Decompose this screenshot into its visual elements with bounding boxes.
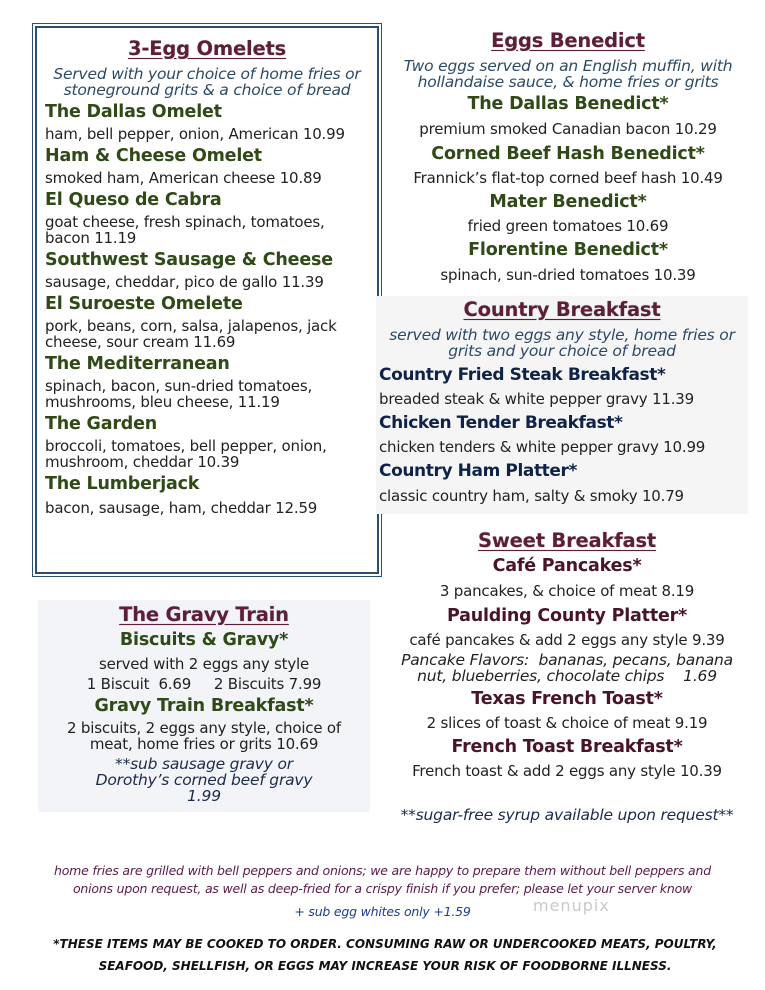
- syrup-note: **sugar-free syrup available upon request**: [400, 806, 734, 824]
- menu-item-name: The Mediterranean: [45, 354, 230, 374]
- menu-item-name: Café Pancakes*: [492, 556, 642, 576]
- gravy-train-section: [38, 600, 370, 812]
- benedict-title: Eggs Benedict: [491, 29, 645, 52]
- menu-item-desc: smoked ham, American cheese 10.89: [45, 169, 322, 187]
- menu-item-desc: chicken tenders & white pepper gravy 10.99: [379, 438, 706, 456]
- menu-item-name: Texas French Toast*: [471, 689, 663, 709]
- menu-item-desc: premium smoked Canadian bacon 10.29: [419, 120, 717, 138]
- country-subtitle: served with two eggs any style, home fries or grits and your choice of bread: [389, 326, 735, 360]
- menu-item-name: Gravy Train Breakfast*: [94, 696, 314, 716]
- menu-item-name: Country Ham Platter*: [379, 461, 578, 481]
- gravy-note: **sub sausage gravy or Dorothy’s corned beef gravy 1.99: [95, 755, 313, 805]
- menu-item-name: Mater Benedict*: [489, 192, 647, 212]
- menu-item-name: El Queso de Cabra: [45, 190, 222, 210]
- menu-item-desc: classic country ham, salty & smoky 10.79: [379, 487, 684, 505]
- gravy-title: The Gravy Train: [119, 603, 289, 626]
- menu-item-desc: French toast & add 2 eggs any style 10.39: [412, 762, 722, 780]
- benedict-subtitle: Two eggs served on an English muffin, with hollandaise sauce, & home fries or grits: [403, 57, 733, 91]
- menu-item-desc: 2 slices of toast & choice of meat 9.19: [426, 714, 708, 732]
- menu-item-name: The Dallas Benedict*: [467, 94, 669, 114]
- home-fries-note: home fries are grilled with bell peppers and onions; we are happy to prepare them without bell peppers and onions upon request, as well as deep-fried for a crispy finish if you prefer; please let your server know: [54, 863, 711, 896]
- menu-item-name: French Toast Breakfast*: [451, 737, 683, 757]
- menu-item-name: Corned Beef Hash Benedict*: [431, 144, 705, 164]
- omelets-title: 3-Egg Omelets: [127, 37, 287, 60]
- menu-item-name: The Lumberjack: [45, 474, 200, 494]
- sweet-title: Sweet Breakfast: [477, 529, 657, 552]
- menu-item-desc: served with 2 eggs any style: [98, 655, 310, 673]
- menu-item-name: Florentine Benedict*: [468, 240, 668, 260]
- menu-item-name: Biscuits & Gravy*: [119, 630, 289, 650]
- menu-item-name: Southwest Sausage & Cheese: [45, 250, 333, 270]
- menu-item-desc: breaded steak & white pepper gravy 11.39: [379, 390, 694, 408]
- menu-item-name: The Garden: [45, 414, 158, 434]
- menu-item-name: Country Fried Steak Breakfast*: [379, 365, 666, 385]
- egg-whites-note: + sub egg whites only +1.59: [294, 904, 471, 919]
- menu-item-name: Chicken Tender Breakfast*: [379, 413, 623, 433]
- food-safety-disclaimer: *THESE ITEMS MAY BE COOKED TO ORDER. CONSUMING RAW OR UNDERCOOKED MEATS, POULTRY, SEAFOOD, SHELLFISH, OR EGGS MAY INCREASE YOUR RISK OF FOODBORNE ILLNESS.: [53, 937, 717, 973]
- menu-item-desc: Frannick’s flat-top corned beef hash 10.49: [413, 169, 723, 187]
- menu-item-desc: broccoli, tomatoes, bell pepper, onion, mushroom, cheddar 10.39: [45, 437, 327, 471]
- menu-item-desc: 3 pancakes, & choice of meat 8.19: [439, 582, 695, 600]
- menu-item-desc: café pancakes & add 2 eggs any style 9.39: [409, 631, 725, 649]
- menu-item-desc: bacon, sausage, ham, cheddar 12.59: [45, 499, 318, 517]
- menu-item-desc: sausage, cheddar, pico de gallo 11.39: [45, 273, 324, 291]
- menu-item-prices: 1 Biscuit 6.69 2 Biscuits 7.99: [86, 675, 322, 693]
- menu-item-desc: 2 biscuits, 2 eggs any style, choice of meat, home fries or grits 10.69: [67, 719, 341, 753]
- menupix-watermark: menupix: [533, 896, 610, 915]
- menu-item-desc: fried green tomatoes 10.69: [467, 217, 669, 235]
- omelets-section: [35, 26, 379, 574]
- menu-item-name: El Suroeste Omelete: [45, 294, 243, 314]
- menu-item-name: Paulding County Platter*: [446, 606, 688, 626]
- country-section: [376, 296, 748, 514]
- menu-item-desc: pork, beans, corn, salsa, jalapenos, jack cheese, sour cream 11.69: [45, 317, 337, 351]
- benedict-section: [392, 28, 744, 288]
- country-title: Country Breakfast: [463, 298, 661, 321]
- menu-item-desc: spinach, sun-dried tomatoes 10.39: [440, 266, 696, 284]
- menu-item-desc: spinach, bacon, sun-dried tomatoes, mushrooms, bleu cheese, 11.19: [45, 377, 313, 411]
- pancake-flavors: Pancake Flavors: bananas, pecans, banana nut, blueberries, chocolate chips 1.69: [401, 651, 738, 685]
- menu-item-name: Ham & Cheese Omelet: [45, 146, 262, 166]
- menu-item-desc: ham, bell pepper, onion, American 10.99: [45, 125, 345, 143]
- menu-item-desc: goat cheese, fresh spinach, tomatoes, bacon 11.19: [45, 213, 325, 247]
- menu-item-name: The Dallas Omelet: [45, 102, 222, 122]
- omelets-subtitle: Served with your choice of home fries or stoneground grits & a choice of bread: [53, 65, 361, 99]
- sweet-section: [384, 528, 750, 823]
